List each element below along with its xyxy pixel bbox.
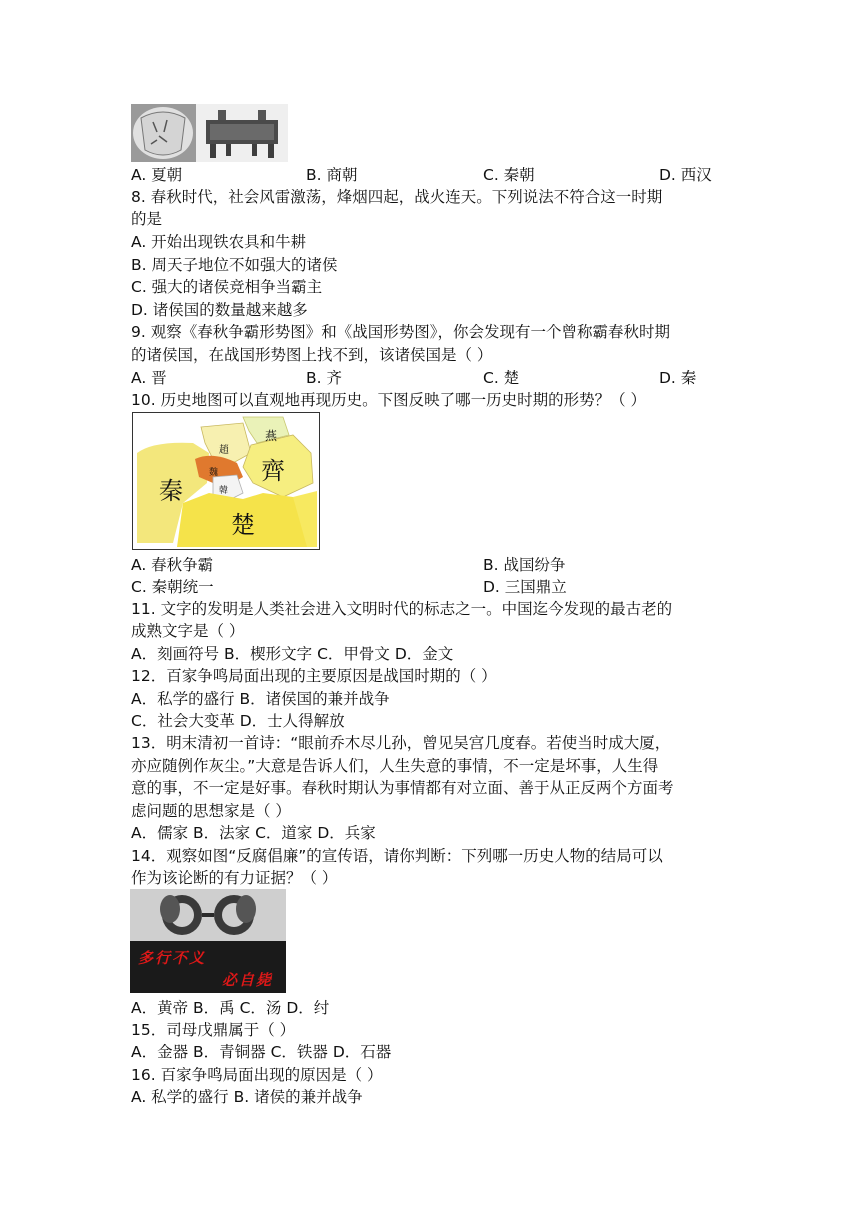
q9-option-d: D. 秦: [659, 369, 697, 387]
q10-option-c: C. 秦朝统一: [131, 578, 214, 596]
map-label-qi: 齊: [261, 457, 285, 485]
q16-options: A. 私学的盛行 B. 诸侯的兼并战争: [131, 1088, 363, 1106]
q10-option-d: D. 三国鼎立: [483, 578, 567, 596]
q13-stem-line2: 亦应随例作灰尘。”大意是告诉人们，人生失意的事情，不一定是坏事，人生得: [131, 757, 659, 775]
q11-options: A．刻画符号 B．楔形文字 C．甲骨文 D．金文: [131, 645, 454, 663]
map-label-zhao: 趙: [219, 445, 229, 456]
q13-stem-line1: 13．明末清初一首诗：“眼前乔木尽儿孙，曾见吴宫几度春。若使当时成大厦，: [131, 734, 671, 752]
poster-text-line1: 多行不义: [138, 949, 207, 967]
q12-options-line2: C．社会大变革 D．士人得解放: [131, 712, 345, 730]
q9-option-a: A. 晋: [131, 369, 167, 387]
q8-stem-line2: 的是: [131, 210, 163, 228]
q14-stem-line1: 14．观察如图“反腐倡廉”的宣传语，请你判断：下列哪一历史人物的结局可以: [131, 847, 663, 865]
map-label-han: 韓: [219, 486, 229, 496]
q9-stem-line1: 9. 观察《春秋争霸形势图》和《战国形势图》，你会发现有一个曾称霸春秋时期: [131, 323, 670, 341]
q9-stem-line2: 的诸侯国，在战国形势图上找不到，该诸侯国是（ ）: [131, 346, 493, 364]
q12-stem: 12．百家争鸣局面出现的主要原因是战国时期的（ ）: [131, 667, 497, 685]
q8-option-c: C. 强大的诸侯竞相争当霸主: [131, 278, 323, 296]
map-label-yan: 燕: [265, 429, 278, 443]
q11-stem-line1: 11. 文字的发明是人类社会进入文明时代的标志之一。中国迄今发现的最古老的: [131, 600, 673, 618]
map-label-qin: 秦: [159, 477, 183, 505]
q13-stem-line3: 意的事，不一定是好事。春秋时期认为事情都有对立面、善于从正反两个方面考: [131, 779, 674, 797]
q7-option-c: C. 秦朝: [483, 166, 535, 184]
q8-option-a: A. 开始出现铁农具和牛耕: [131, 233, 307, 251]
q7-option-a: A. 夏朝: [131, 166, 183, 184]
q8-option-b: B. 周天子地位不如强大的诸侯: [131, 256, 338, 274]
warring-states-map: [132, 412, 320, 550]
q9-option-b: B. 齐: [306, 369, 342, 387]
q7-option-b: B. 商朝: [306, 166, 358, 184]
q12-options-line1: A．私学的盛行 B．诸侯国的兼并战争: [131, 690, 390, 708]
q10-option-a: A. 春秋争霸: [131, 556, 214, 574]
q15-options: A．金器 B．青铜器 C．铁器 D．石器: [131, 1043, 392, 1061]
q16-stem: 16. 百家争鸣局面出现的原因是（ ）: [131, 1066, 383, 1084]
map-label-wei: 魏: [209, 468, 219, 478]
q8-stem-line1: 8. 春秋时代，社会风雷激荡，烽烟四起，战火连天。下列说法不符合这一时期: [131, 188, 663, 206]
bronze-ding-image: [196, 104, 288, 162]
q11-stem-line2: 成熟文字是（ ）: [131, 622, 245, 640]
q14-options: A．黄帝 B．禹 C．汤 D．纣: [131, 999, 330, 1017]
q7-option-d: D. 西汉: [659, 166, 712, 184]
poster-text-line2: 必自毙: [222, 971, 274, 989]
bone-carving-image: [131, 104, 196, 162]
map-label-chu: 楚: [231, 511, 255, 539]
q10-stem: 10. 历史地图可以直观地再现历史。下图反映了哪一历史时期的形势？（ ）: [131, 391, 647, 409]
q9-option-c: C. 楚: [483, 369, 520, 387]
q13-options: A．儒家 B．法家 C．道家 D．兵家: [131, 824, 376, 842]
q14-stem-line2: 作为该论断的有力证据？（ ）: [131, 869, 338, 887]
q13-stem-line4: 虑问题的思想家是（ ）: [131, 802, 291, 820]
q15-stem: 15．司母戊鼎属于（ ）: [131, 1021, 296, 1039]
q8-option-d: D. 诸侯国的数量越来越多: [131, 301, 308, 319]
q10-option-b: B. 战国纷争: [483, 556, 566, 574]
anti-corruption-poster: [130, 889, 286, 993]
